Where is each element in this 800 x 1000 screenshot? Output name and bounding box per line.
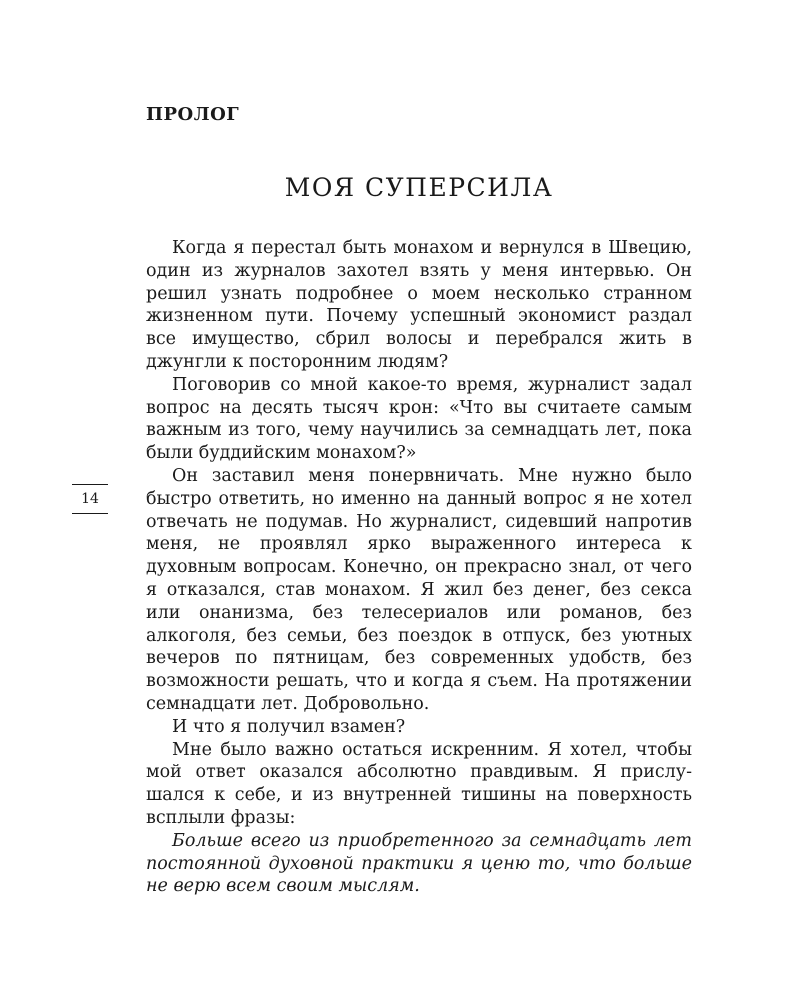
paragraph: Поговорив со мной какое-то время, журналист задал вопрос на десять тысяч крон: «Что вы считаете самым важным из того, чему научились за семнадцать лет, пока были буддийским монахом?» [146,374,692,464]
page-number: 14 [72,484,108,514]
body-text [146,237,692,898]
paragraph: Мне было важно остаться искренним. Я хотел, чтобы мой ответ оказался абсолютно правдивым. Я прислушался к себе, и из внутренней тишины на поверхность всплыли фразы: [146,739,692,828]
paragraph: И что я получил взамен? [172,716,406,737]
chapter-title: МОЯ СУПЕРСИЛА [284,173,554,202]
section-label: ПРОЛОГ [146,104,240,125]
paragraph: Он заставил меня понервничать. Мне нужно было быстро ответить, но именно на данный вопрос я не хотел отвечать не подумав. Но журналист, сидевший напротив меня, не проявлял ярко выраженного интереса к духовным вопросам. Конечно, он прекрасно знал, от чего я отказался, став монахом. Я жил без денег, без секса или онанизма, без телесериалов или романов, без алкоголя, без семьи, без поездок в отпуск, без уютных вечеров по пятницам, без современных удобств, без возможности решать, что и когда я съем. На протяжении семнадцати лет. Добровольно. [146,465,692,714]
italic-quote: Больше всего из приобретенного за семнадцать лет постоянной духовной практики я ценю то, что больше не верю всем своим мыслям. [146,830,692,897]
paragraph: Когда я перестал быть монахом и вернулся в Швецию, один из журналов захотел взять у меня интервью. Он решил узнать подробнее о моем несколько странном жизненном пути. Почему успешный экономист раздал все имущество, сбрил волосы и перебрался жить в джунгли к посторонним людям? [146,238,692,372]
